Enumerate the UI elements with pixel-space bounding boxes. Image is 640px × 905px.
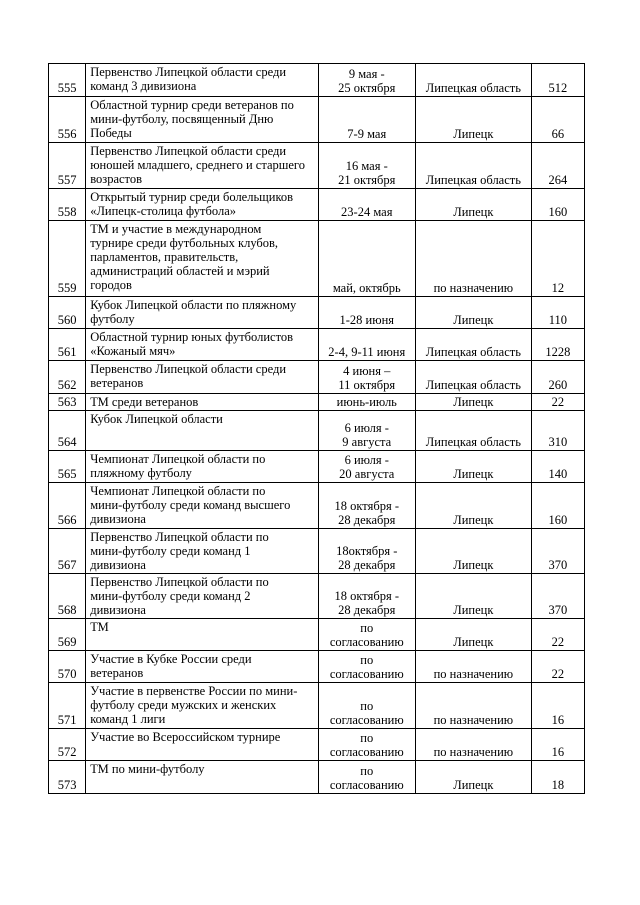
row-number: 564 (49, 411, 86, 451)
table-row (49, 97, 585, 143)
event-name: Первенство Липецкой области среди ветеранов (86, 361, 318, 394)
table-row (49, 361, 585, 394)
table-row (49, 411, 585, 451)
event-place: Липецк (416, 574, 532, 619)
participant-count: 22 (531, 394, 584, 411)
event-place: по назначению (416, 651, 532, 683)
event-name: Кубок Липецкой области по пляжному футболу (86, 297, 318, 329)
row-number: 568 (49, 574, 86, 619)
event-name: Участие в Кубке России среди ветеранов (86, 651, 318, 683)
event-name: Участие во Всероссийском турнире (86, 729, 318, 761)
event-place: Липецк (416, 483, 532, 529)
event-dates: 16 мая - 21 октября (318, 143, 416, 189)
event-name: Первенство Липецкой области по мини-футболу среди команд 2 дивизиона (86, 574, 318, 619)
table-row (49, 619, 585, 651)
row-number: 562 (49, 361, 86, 394)
event-name: ТМ по мини-футболу (86, 761, 318, 794)
event-name: Областной турнир юных футболистов «Кожаный мяч» (86, 329, 318, 361)
participant-count: 12 (531, 221, 584, 297)
participant-count: 260 (531, 361, 584, 394)
event-dates: по согласованию (318, 761, 416, 794)
table-row (49, 761, 585, 794)
event-place: Липецкая область (416, 64, 532, 97)
event-dates: 18октября - 28 декабря (318, 529, 416, 574)
event-dates: май, октябрь (318, 221, 416, 297)
table-row (49, 529, 585, 574)
event-dates: по согласованию (318, 651, 416, 683)
row-number: 567 (49, 529, 86, 574)
table-row (49, 329, 585, 361)
row-number: 555 (49, 64, 86, 97)
event-dates: 9 мая - 25 октября (318, 64, 416, 97)
event-place: Липецк (416, 761, 532, 794)
event-name: ТМ и участие в международном турнире среди футбольных клубов, парламентов, правительств, администраций областей и мэрий городов (86, 221, 318, 297)
event-dates: 4 июня – 11 октября (318, 361, 416, 394)
event-dates: июнь-июль (318, 394, 416, 411)
row-number: 571 (49, 683, 86, 729)
table-row (49, 574, 585, 619)
table-row (49, 143, 585, 189)
participant-count: 512 (531, 64, 584, 97)
event-place: по назначению (416, 221, 532, 297)
event-dates: по согласованию (318, 683, 416, 729)
participant-count: 18 (531, 761, 584, 794)
event-place: Липецкая область (416, 143, 532, 189)
event-name: Областной турнир среди ветеранов по мини-футболу, посвященный Дню Победы (86, 97, 318, 143)
table-row (49, 729, 585, 761)
event-dates: 2-4, 9-11 июня (318, 329, 416, 361)
participant-count: 16 (531, 729, 584, 761)
event-name: Открытый турнир среди болельщиков «Липецк-столица футбола» (86, 189, 318, 221)
row-number: 556 (49, 97, 86, 143)
event-name: Первенство Липецкой области среди юношей младшего, среднего и старшего возрастов (86, 143, 318, 189)
event-place: Липецк (416, 619, 532, 651)
event-name: ТМ среди ветеранов (86, 394, 318, 411)
event-place: Липецк (416, 394, 532, 411)
event-place: Липецкая область (416, 361, 532, 394)
event-place: Липецк (416, 529, 532, 574)
event-dates: 1-28 июня (318, 297, 416, 329)
event-name: Кубок Липецкой области (86, 411, 318, 451)
participant-count: 140 (531, 451, 584, 483)
event-place: Липецк (416, 451, 532, 483)
participant-count: 110 (531, 297, 584, 329)
table-row (49, 651, 585, 683)
row-number: 560 (49, 297, 86, 329)
table-row (49, 64, 585, 97)
participant-count: 264 (531, 143, 584, 189)
row-number: 570 (49, 651, 86, 683)
row-number: 572 (49, 729, 86, 761)
row-number: 559 (49, 221, 86, 297)
event-name: Первенство Липецкой области среди команд 3 дивизиона (86, 64, 318, 97)
participant-count: 370 (531, 529, 584, 574)
participant-count: 1228 (531, 329, 584, 361)
event-name: Чемпионат Липецкой области по мини-футболу среди команд высшего дивизиона (86, 483, 318, 529)
row-number: 557 (49, 143, 86, 189)
participant-count: 310 (531, 411, 584, 451)
event-dates: 7-9 мая (318, 97, 416, 143)
participant-count: 160 (531, 483, 584, 529)
table-row (49, 221, 585, 297)
event-dates: 18 октября - 28 декабря (318, 574, 416, 619)
events-table-body (49, 64, 585, 794)
participant-count: 22 (531, 651, 584, 683)
row-number: 565 (49, 451, 86, 483)
events-table (48, 63, 585, 794)
row-number: 569 (49, 619, 86, 651)
event-name: Чемпионат Липецкой области по пляжному футболу (86, 451, 318, 483)
table-row (49, 297, 585, 329)
participant-count: 22 (531, 619, 584, 651)
event-dates: 18 октября - 28 декабря (318, 483, 416, 529)
event-name: ТМ (86, 619, 318, 651)
event-dates: 23-24 мая (318, 189, 416, 221)
table-row (49, 483, 585, 529)
table-row (49, 394, 585, 411)
participant-count: 160 (531, 189, 584, 221)
event-dates: по согласованию (318, 619, 416, 651)
event-dates: по согласованию (318, 729, 416, 761)
participant-count: 66 (531, 97, 584, 143)
table-row (49, 683, 585, 729)
row-number: 573 (49, 761, 86, 794)
table-row (49, 189, 585, 221)
event-dates: 6 июля - 9 августа (318, 411, 416, 451)
event-place: Липецк (416, 189, 532, 221)
event-place: Липецкая область (416, 329, 532, 361)
row-number: 566 (49, 483, 86, 529)
event-place: Липецкая область (416, 411, 532, 451)
event-place: Липецк (416, 97, 532, 143)
event-place: по назначению (416, 729, 532, 761)
event-place: Липецк (416, 297, 532, 329)
event-dates: 6 июля - 20 августа (318, 451, 416, 483)
row-number: 561 (49, 329, 86, 361)
table-row (49, 451, 585, 483)
event-name: Участие в первенстве России по мини- футболу среди мужских и женских команд 1 лиги (86, 683, 318, 729)
row-number: 558 (49, 189, 86, 221)
participant-count: 16 (531, 683, 584, 729)
event-place: по назначению (416, 683, 532, 729)
event-name: Первенство Липецкой области по мини-футболу среди команд 1 дивизиона (86, 529, 318, 574)
row-number: 563 (49, 394, 86, 411)
participant-count: 370 (531, 574, 584, 619)
